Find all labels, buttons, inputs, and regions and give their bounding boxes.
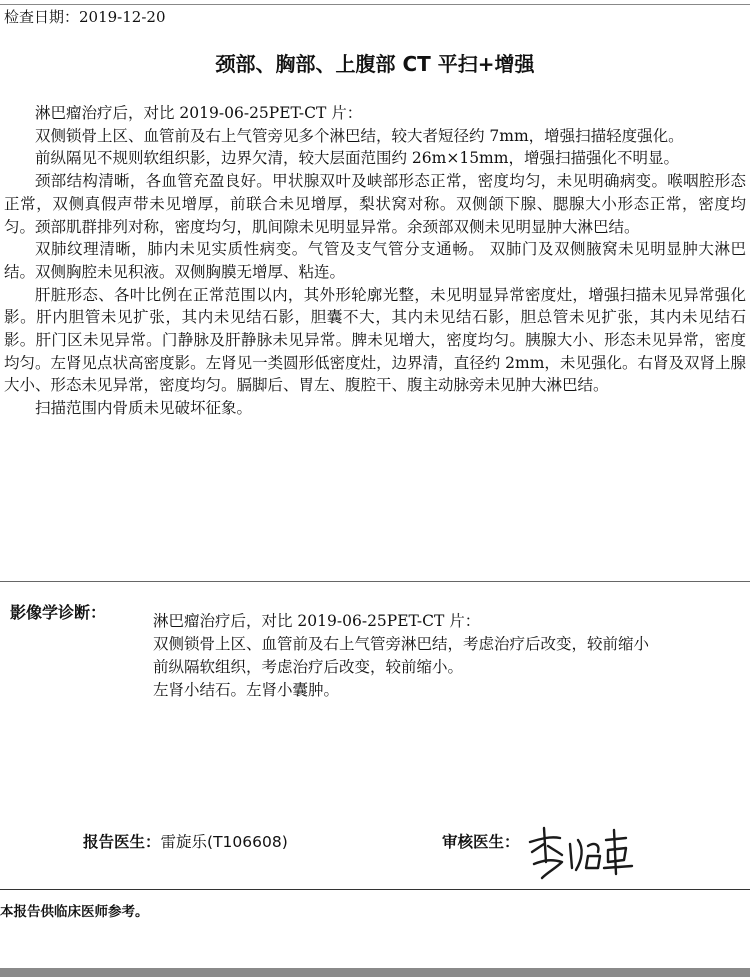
reporting-doctor — [83, 830, 288, 852]
top-divider — [0, 4, 750, 5]
findings-paragraph-abdomen: 肝脏形态、各叶比例在正常范围以内，其外形轮廓光整，未见明显异常密度灶，增强扫描未见异常强化影。肝内胆管未见扩张，其内未见结石影，胆囊不大，其内未见结石影，胆总管未见扩张，其内未见结石影。肝门区未见异常。门静脉及肝静脉未见异常。脾未见增大，密度均匀。胰腺大小、形态未见异常，密度均匀。左肾见点状高密度影。左肾见一类圆形低密度灶，边界清，直径约 2mm，未见强化。右肾及双肾上腺大小、形态未见异常，密度均匀。膈脚后、胃左、腹腔干、腹主动脉旁未见肿大淋巴结。 — [4, 285, 746, 395]
findings-paragraph-lymph-nodes: 双侧锁骨上区、血管前及右上气管旁见多个淋巴结，较大者短径约 7mm，增强扫描轻度强化。 — [35, 126, 684, 145]
findings-section — [4, 102, 746, 420]
impression-line: 左肾小结石。左肾小囊肿。 — [153, 681, 340, 699]
section-divider — [0, 581, 750, 582]
impression-line: 双侧锁骨上区、血管前及右上气管旁淋巴结，考虑治疗后改变，较前缩小 — [153, 635, 650, 653]
findings-paragraph-comparison: 淋巴瘤治疗后，对比 2019-06-25PET-CT 片： — [35, 104, 363, 122]
impression-section — [153, 610, 750, 702]
findings-paragraph-neck: 颈部结构清晰，各血管充盈良好。甲状腺双叶及峡部形态正常，密度均匀，未见明确病变。喉咽腔形态正常，双侧真假声带未见增厚，前联合未见增厚，梨状窝对称。双侧颌下腺、腮腺大小形态正常，密度均匀。颈部肌群排列对称，密度均匀，肌间隙未见明显异常。余颈部双侧未见明显肿大淋巴结。 — [4, 172, 746, 236]
reviewer-signature — [522, 822, 652, 882]
exam-date: 检查日期：2019-12-20 — [4, 8, 166, 26]
bottom-edge-bar — [0, 968, 750, 977]
findings-paragraph-lungs: 双肺纹理清晰，肺内未见实质性病变。气管及支气管分支通畅。 双肺门及双侧腋窝未见明显肿大淋巴结。双侧胸腔未见积液。双侧胸膜无增厚、粘连。 — [4, 240, 746, 281]
reporter-label: 报告医生： — [83, 833, 161, 851]
footer-divider — [0, 889, 750, 890]
impression-line: 前纵隔软组织，考虑治疗后改变，较前缩小。 — [153, 658, 464, 676]
reviewer-label: 审核医生： — [442, 833, 520, 851]
findings-paragraph-bones: 扫描范围内骨质未见破坏征象。 — [35, 399, 253, 418]
footer-disclaimer: 本报告供临床医师参考。 — [0, 904, 149, 920]
report-title: 颈部、胸部、上腹部 CT 平扫+增强 — [215, 52, 535, 76]
findings-paragraph-mediastinum: 前纵隔见不规则软组织影，边界欠清，较大层面范围约 26m×15mm，增强扫描强化不明显。 — [35, 149, 679, 168]
impression-line: 淋巴瘤治疗后，对比 2019-06-25PET-CT 片： — [153, 612, 481, 630]
reporter-name: 雷旋乐(T106608) — [160, 833, 288, 851]
impression-heading: 影像学诊断： — [10, 603, 107, 622]
